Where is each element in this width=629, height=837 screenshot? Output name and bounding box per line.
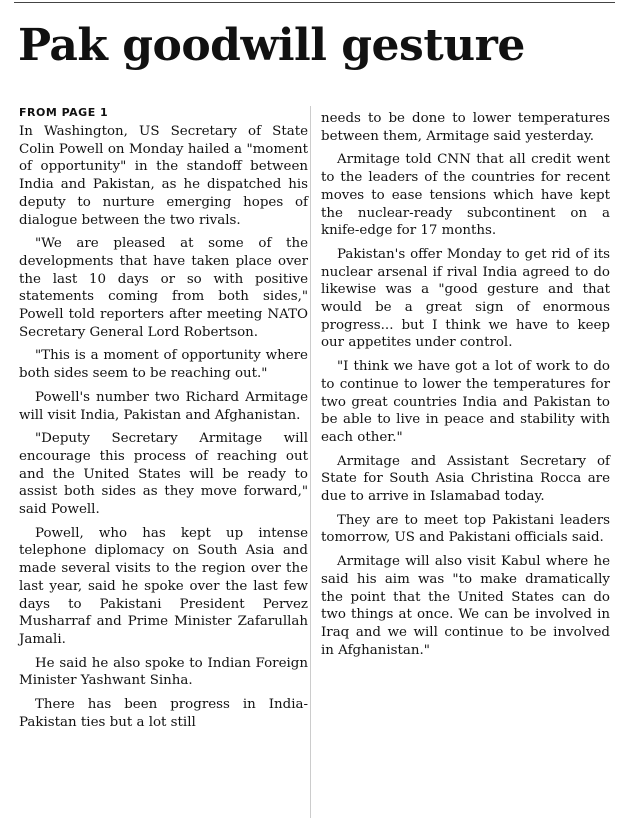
right-column [321,110,610,659]
column-divider [310,106,311,818]
paragraph: In Washington, US Secretary of State Colin Powell on Monday hailed a "moment of opportunity" in the standoff between India and Pakistan, as he dispatched his deputy to nurture emerging hopes of dialogue between the two rivals. [19,124,308,228]
paragraph: "We are pleased at some of the developments that have taken place over the last 10 days or so with positive statements coming from both sides," Powell told reporters after meeting NATO Secretary General Lord Robertson. [19,236,308,340]
paragraph: They are to meet top Pakistani leaders tomorrow, US and Pakistani officials said. [321,512,610,546]
paragraph: Powell's number two Richard Armitage will visit India, Pakistan and Afghanistan. [19,389,308,423]
paragraph: Pakistan's offer Monday to get rid of its nuclear arsenal if rival India agreed to do likewise was a "good gesture and that would be a great sign of enormous progress... but I think we have to keep our appetites under control. [321,246,610,351]
paragraph: Armitage told CNN that all credit went to the leaders of the countries for recent moves to ease tensions which have kept the nuclear-ready subcontinent on a knife-edge for 17 months. [321,152,610,239]
paragraph: Armitage will also visit Kabul where he said his aim was "to make dramatically the point that the United States can do two things at once. We can be involved in Iraq and we will continue to be involved in Afghanistan." [321,554,610,658]
paragraph: He said he also spoke to Indian Foreign Minister Yashwant Sinha. [19,655,308,689]
paragraph: Armitage and Assistant Secretary of State for South Asia Christina Rocca are due to arrive in Islamabad today. [321,453,610,505]
top-rule [14,2,615,3]
kicker-from-page: FROM PAGE 1 [19,106,109,119]
paragraph: "I think we have got a lot of work to do to continue to lower the temperatures for two great countries India and Pakistan to be able to live in peace and stability with each other." [321,359,610,445]
paragraph: "Deputy Secretary Armitage will encourage this process of reaching out and the United States will be ready to assist both sides as they move forward," said Powell. [19,431,308,518]
paragraph: There has been progress in India-Pakistan ties but a lot still [19,697,308,730]
paragraph: needs to be done to lower temperatures between them, Armitage said yesterday. [321,111,610,144]
headline: Pak goodwill gesture [18,20,525,71]
left-column [19,106,308,732]
paragraph: Powell, who has kept up intense telephone diplomacy on South Asia and made several visits to the region over the last year, said he spoke over the last few days to Pakistani President Pervez Musharraf and Prime Minister Zafarullah Jamali. [19,525,308,647]
paragraph: "This is a moment of opportunity where both sides seem to be reaching out." [19,348,308,382]
